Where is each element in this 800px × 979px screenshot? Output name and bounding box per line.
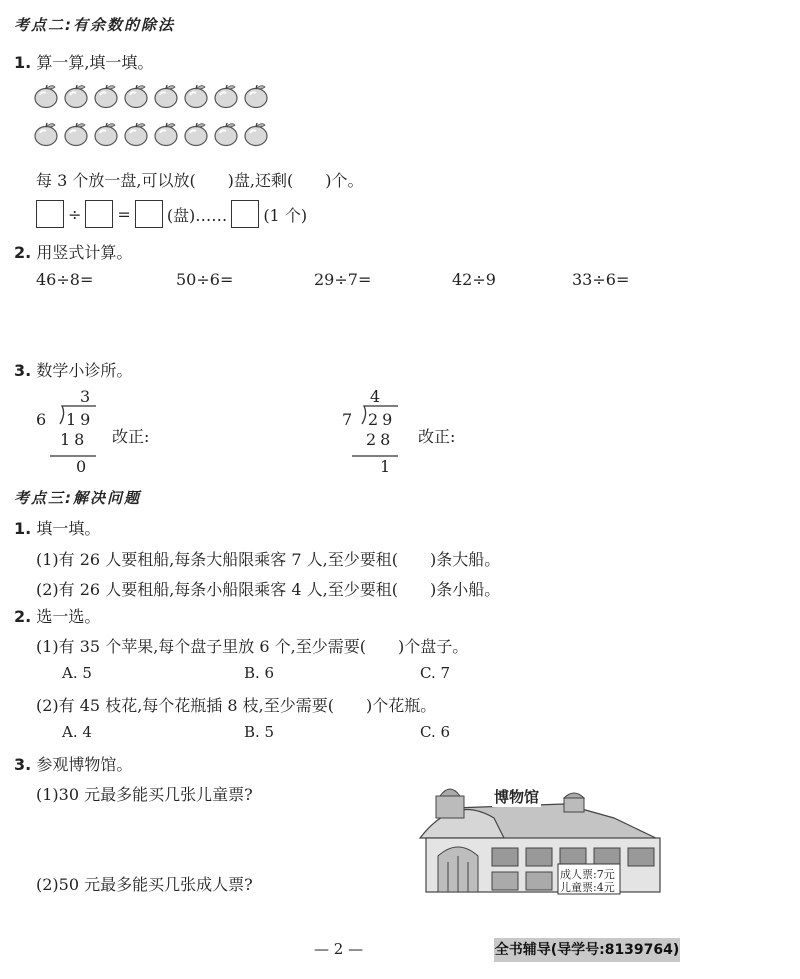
- question-text: 参观博物馆。: [36, 755, 133, 774]
- fill-item: (1)有 26 人要租船,每条大船限乘客 7 人,至少要租( )条大船。: [36, 550, 501, 569]
- problem-3: [14, 752, 132, 775]
- question-number: 1.: [14, 53, 32, 72]
- fill-item: (2)有 26 人要租船,每条小船限乘客 4 人,至少要租( )条小船。: [36, 580, 501, 599]
- apple-row-2: [35, 123, 267, 146]
- calc-item: 33÷6=: [572, 270, 630, 289]
- question-text: 填一填。: [36, 519, 101, 538]
- child-ticket-price: 儿童票:4元: [560, 881, 615, 894]
- pan-label: (盘)……: [166, 205, 228, 225]
- question-text: 用竖式计算。: [36, 243, 133, 262]
- divide-sign: ÷: [68, 204, 82, 224]
- option-c[interactable]: C. 6: [420, 723, 451, 741]
- q1-sentence: 每 3 个放一盘,可以放( )盘,还剩( )个。: [36, 171, 364, 190]
- equals-sign: =: [117, 204, 131, 224]
- choice-question: (1)有 35 个苹果,每个盘子里放 6 个,至少需要( )个盘子。: [36, 637, 469, 656]
- page-number: — 2 —: [314, 940, 364, 958]
- ge-label: (1 个): [263, 205, 308, 225]
- museum-building-icon: [414, 778, 670, 896]
- calc-item: 50÷6=: [176, 270, 234, 289]
- museum-question-1: (1)30 元最多能买几张儿童票?: [36, 785, 253, 804]
- q1-equation: [36, 200, 307, 228]
- problem-1: [14, 516, 100, 539]
- answer-box[interactable]: [85, 200, 113, 228]
- museum-illustration: [414, 778, 670, 896]
- answer-box[interactable]: [135, 200, 163, 228]
- apples-illustration: [34, 82, 284, 157]
- footer-badge: 全书辅导(导学号:8139764): [494, 938, 680, 962]
- problem-2: [14, 604, 100, 627]
- museum-question-2: (2)50 元最多能买几张成人票?: [36, 875, 253, 894]
- question-3: [14, 358, 132, 381]
- calc-item: 29÷7=: [314, 270, 372, 289]
- correction-label: 改正:: [418, 427, 456, 446]
- question-2: [14, 240, 132, 263]
- divisor: 6: [36, 410, 47, 429]
- divisor: 7: [342, 410, 353, 429]
- question-text: 选一选。: [36, 607, 101, 626]
- choice-question: (2)有 45 枝花,每个花瓶插 8 枝,至少需要( )个花瓶。: [36, 696, 437, 715]
- product: 18: [60, 430, 89, 449]
- section-title-2: 考点二:有余数的除法: [14, 16, 175, 34]
- dividend: 19: [66, 410, 95, 429]
- question-text: 算一算,填一填。: [36, 53, 154, 72]
- question-text: 数学小诊所。: [36, 361, 133, 380]
- product: 28: [366, 430, 395, 449]
- apple-row-1: [35, 85, 281, 108]
- option-b[interactable]: B. 6: [244, 664, 275, 682]
- dividend: 29: [368, 410, 397, 429]
- question-number: 1.: [14, 519, 32, 538]
- remainder: 0: [76, 457, 87, 476]
- option-b[interactable]: B. 5: [244, 723, 275, 741]
- answer-box[interactable]: [36, 200, 64, 228]
- question-number: 2.: [14, 607, 32, 626]
- section-title-3: 考点三:解决问题: [14, 489, 141, 507]
- quotient: 4: [370, 387, 381, 406]
- calc-item: 46÷8=: [36, 270, 94, 289]
- correction-label: 改正:: [112, 427, 150, 446]
- option-c[interactable]: C. 7: [420, 664, 451, 682]
- calc-item: 42÷9: [452, 270, 496, 289]
- answer-box[interactable]: [231, 200, 259, 228]
- adult-ticket-price: 成人票:7元: [560, 868, 615, 881]
- question-1: [14, 50, 153, 73]
- question-number: 3.: [14, 361, 32, 380]
- option-a[interactable]: A. 4: [62, 723, 92, 741]
- museum-name: 博物馆: [494, 788, 540, 806]
- question-number: 3.: [14, 755, 32, 774]
- quotient: 3: [80, 387, 91, 406]
- option-a[interactable]: A. 5: [62, 664, 92, 682]
- question-number: 2.: [14, 243, 32, 262]
- remainder: 1: [380, 457, 391, 476]
